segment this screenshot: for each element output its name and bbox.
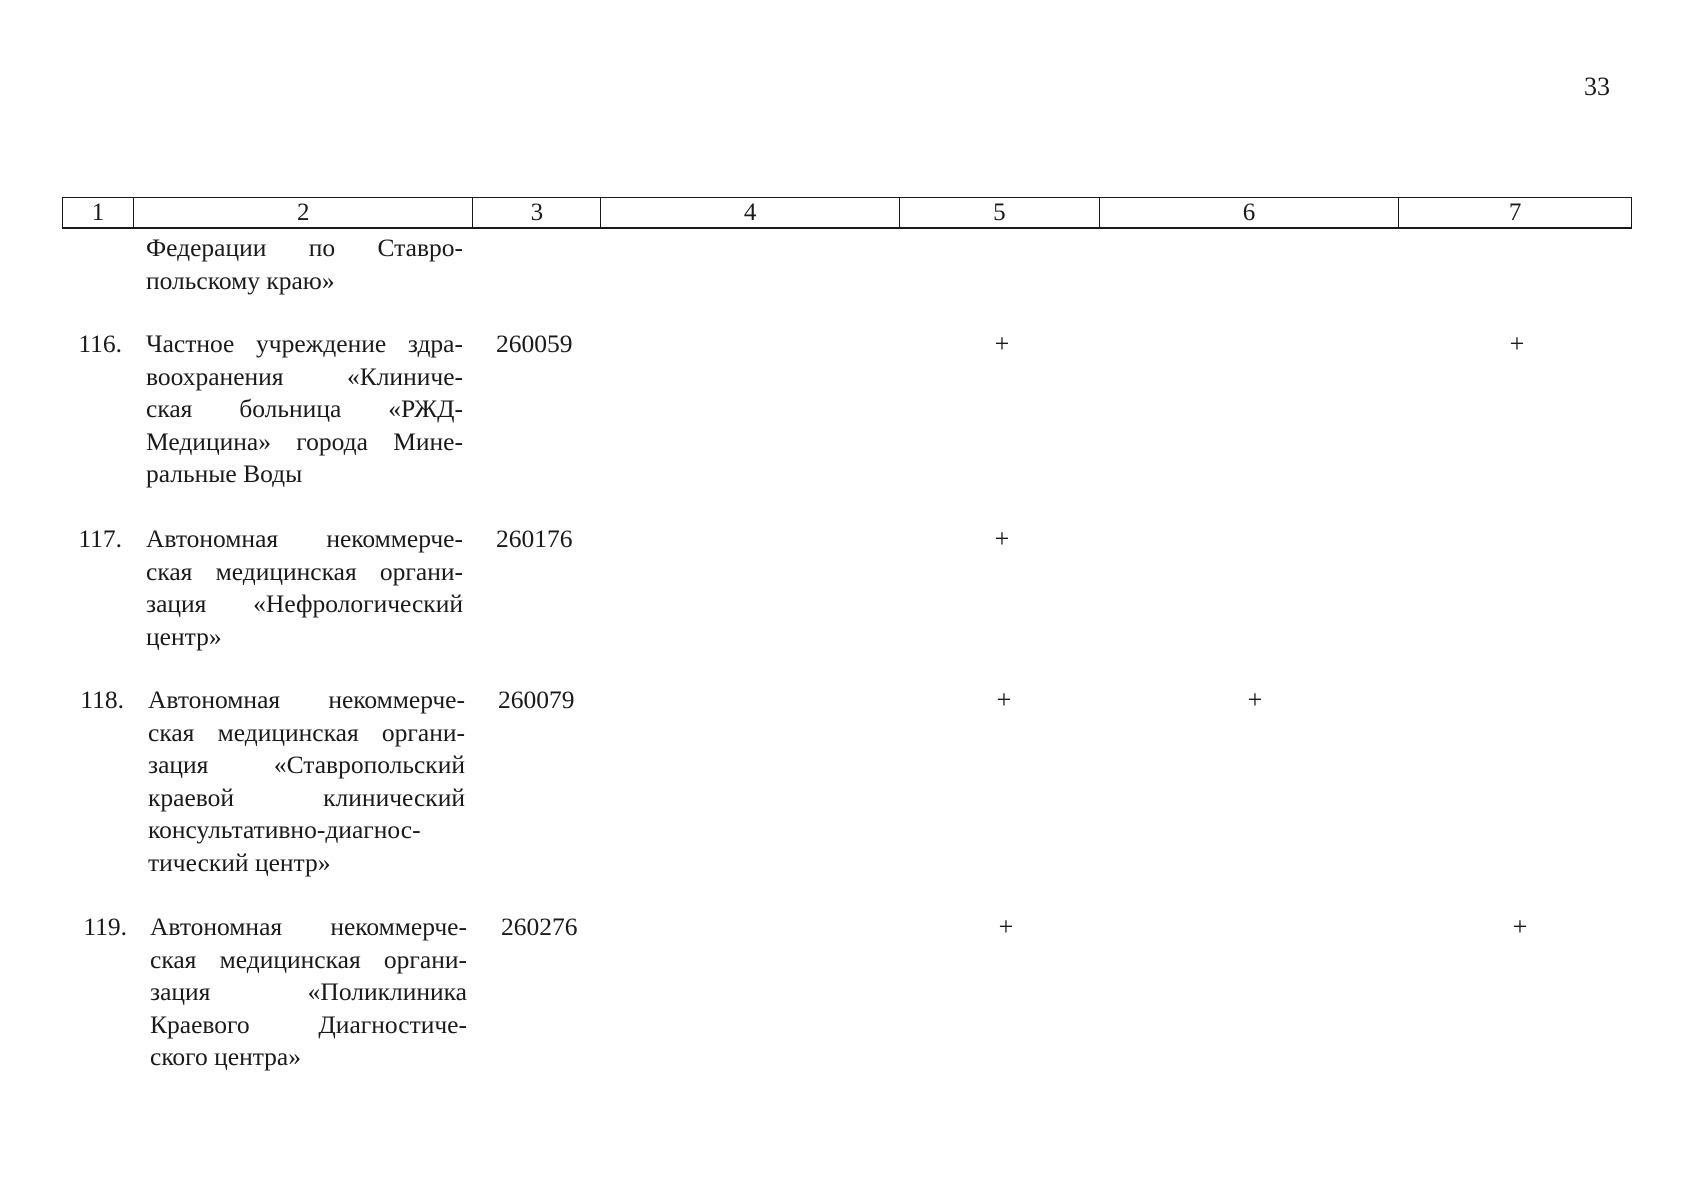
org-code: 260176 — [496, 524, 573, 553]
page-number: 33 — [1584, 72, 1610, 101]
org-name-line: зация «Нефрологический — [146, 589, 463, 618]
row-number: 119. — [83, 912, 127, 941]
org-name — [148, 684, 465, 879]
row-number: 116. — [78, 329, 122, 358]
col5-mark: + — [996, 685, 1012, 714]
col7-mark: + — [1512, 912, 1528, 941]
org-name-line: зация «Поликлиника — [150, 977, 467, 1006]
org-code: 260276 — [501, 912, 578, 941]
org-code: 260079 — [498, 685, 575, 714]
org-code: 260059 — [496, 329, 573, 358]
org-name-line: ская медицинская органи- — [148, 717, 465, 747]
org-name-line: Медицина» города Мине- — [146, 426, 463, 456]
org-name — [146, 523, 463, 653]
org-name-line: Автономная некоммерче- — [148, 685, 465, 714]
header-col-3: 3 — [473, 198, 601, 227]
header-col-6: 6 — [1100, 198, 1400, 227]
col5-mark: + — [998, 912, 1014, 941]
org-name-line: ская медицинская органи- — [150, 944, 467, 974]
header-col-1: 1 — [63, 198, 134, 227]
org-name — [146, 232, 463, 297]
org-name-line: польскому краю» — [146, 265, 335, 295]
org-name-line: ская медицинская органи- — [146, 556, 463, 586]
org-name-line: зация «Ставропольский — [148, 750, 465, 779]
org-name-line: центр» — [146, 621, 222, 651]
header-col-5: 5 — [900, 198, 1100, 227]
row-number: 118. — [80, 685, 124, 714]
org-name-line: Федерации по Ставро- — [146, 233, 463, 262]
col6-mark: + — [1247, 685, 1263, 714]
row-number: 117. — [78, 524, 122, 553]
org-name-line: Автономная некоммерче- — [146, 524, 463, 553]
col7-mark: + — [1509, 329, 1525, 358]
col5-mark: + — [994, 524, 1010, 553]
org-name-line: воохранения «Клиниче- — [146, 361, 463, 391]
org-name-line: тический центр» — [148, 847, 331, 877]
org-name-line: Автономная некоммерче- — [150, 912, 467, 941]
org-name-line: ская больница «РЖД- — [146, 394, 463, 423]
org-name — [146, 328, 463, 491]
header-col-2: 2 — [134, 198, 474, 227]
org-name-line: Частное учреждение здра- — [146, 329, 463, 358]
org-name — [150, 911, 467, 1074]
table-header-row — [62, 197, 1632, 229]
org-name-line: Краевого Диагностиче- — [150, 1009, 467, 1039]
header-col-7: 7 — [1508, 199, 1522, 226]
org-name-line: консультативно-диагнос- — [148, 815, 421, 844]
header-col-4: 4 — [601, 198, 900, 227]
org-name-line: ского центра» — [150, 1042, 301, 1071]
col5-mark: + — [994, 329, 1010, 358]
org-name-line: ральные Воды — [146, 459, 303, 488]
org-name-line: краевой клинический — [148, 782, 465, 812]
